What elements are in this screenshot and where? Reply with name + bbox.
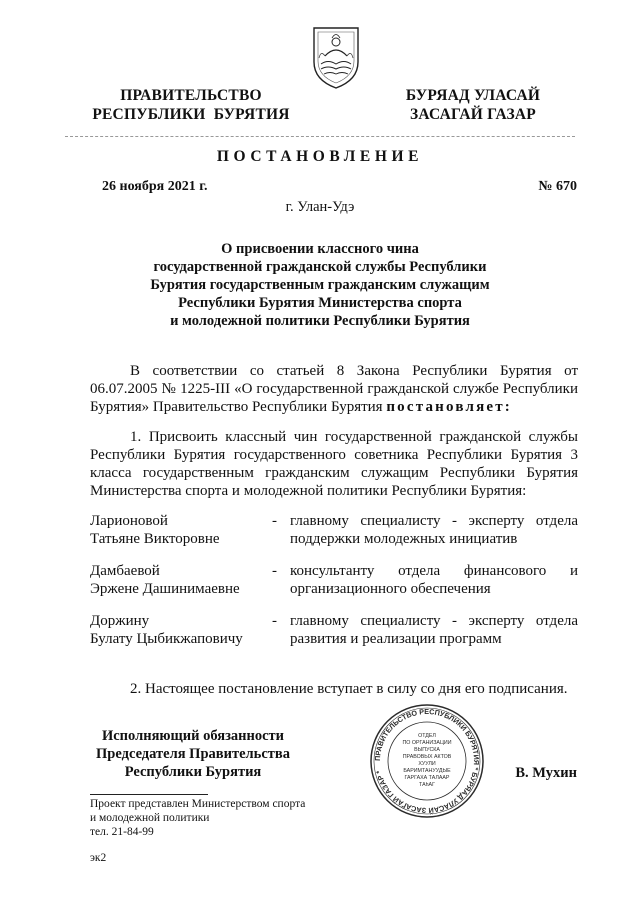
seal-center-text: БАРИМТАНУУДЫЕ bbox=[403, 768, 451, 774]
preamble-emphasis: постановляет: bbox=[386, 399, 513, 415]
footer-rule bbox=[90, 794, 208, 795]
footer-note bbox=[90, 797, 305, 839]
signature-line: Председателя Правительства bbox=[96, 746, 290, 762]
person-surname: Дамбаевой bbox=[90, 563, 160, 579]
document-date: 26 ноября 2021 г. bbox=[102, 179, 208, 194]
header-left-line1: ПРАВИТЕЛЬСТВО bbox=[120, 87, 262, 104]
preamble-text: В соответствии со статьей 8 Закона Республики Бурятия от 06.07.2005 № 1225-III «О государственной гражданской службе Республики Бурятия» Правительство Республики Бурятия bbox=[90, 363, 578, 415]
subject-line: государственной гражданской службы Республики bbox=[153, 259, 487, 275]
person-given-name: Булату Цыбикжаповичу bbox=[90, 631, 243, 647]
signature-block bbox=[78, 727, 308, 781]
header-left bbox=[92, 86, 290, 124]
person-entry bbox=[90, 562, 578, 598]
header-right bbox=[388, 86, 558, 124]
item-1-text: 1. Присвоить классный чин государственной гражданской службы Республики Бурятия государственного советника Республики Бурятия 3 класса государственным гражданским служащим Республики Бурятия Министерства спорта и молодежной политики Республики Бурятия: bbox=[90, 429, 578, 499]
item-1 bbox=[90, 428, 578, 500]
seal-center-text: ПРАВОВЫХ АКТОВ bbox=[402, 754, 452, 760]
seal-center-text: ТАһАГ bbox=[419, 782, 435, 788]
person-name bbox=[90, 562, 270, 598]
person-entry bbox=[90, 612, 578, 648]
subject-line: и молодежной политики Республики Бурятия bbox=[170, 313, 470, 329]
seal-center-text: ПО ОРГАНИЗАЦИИ bbox=[402, 740, 452, 746]
document-city: г. Улан-Удэ bbox=[285, 199, 355, 215]
person-name bbox=[90, 612, 270, 648]
header-right-line2: ЗАСАГАЙ ГАЗАР bbox=[410, 106, 536, 123]
document-type: ПОСТАНОВЛЕНИЕ bbox=[216, 148, 424, 165]
person-name bbox=[90, 512, 270, 548]
seal-ring-text: ПРАВИТЕЛЬСТВО РЕСПУБЛИКИ БУРЯТИЯ * БУРЯАД УЛАСАЙ ЗАСАГАЙ ГАЗАР * bbox=[372, 706, 482, 816]
seal-center-text: ГАРГАХА ТАЛААР bbox=[404, 775, 450, 781]
signatory-name: В. Мухин bbox=[515, 765, 577, 781]
person-entry bbox=[90, 512, 578, 548]
footer-phone: тел. 21-84-99 bbox=[90, 826, 154, 838]
person-dash: - bbox=[272, 613, 277, 629]
person-given-name: Татьяне Викторовне bbox=[90, 531, 220, 547]
person-dash: - bbox=[272, 563, 277, 579]
person-surname: Ларионовой bbox=[90, 513, 168, 529]
person-position: консультанту отдела финансового и организационного обеспечения bbox=[290, 563, 578, 597]
item-2 bbox=[90, 680, 578, 698]
seal-center-text: ХУУЛИ bbox=[418, 761, 436, 767]
person-given-name: Эржене Дашинимаевне bbox=[90, 581, 240, 597]
subject-line: О присвоении классного чина bbox=[221, 241, 419, 257]
footer-line: и молодежной политики bbox=[90, 812, 210, 824]
header-separator bbox=[65, 136, 575, 137]
document-number: № 670 bbox=[538, 179, 577, 194]
person-dash: - bbox=[272, 513, 277, 529]
header-right-line1: БУРЯАД УЛАСАЙ bbox=[405, 87, 541, 104]
preamble bbox=[90, 362, 578, 416]
seal-center-text: ОТДЕЛ bbox=[418, 733, 436, 739]
person-position: главному специалисту - эксперту отдела развития и реализации программ bbox=[290, 613, 578, 647]
footer-line: Проект представлен Министерством спорта bbox=[90, 798, 306, 810]
footer-code: эк2 bbox=[90, 852, 107, 864]
official-seal-stamp bbox=[368, 702, 486, 820]
document-subject bbox=[120, 240, 520, 330]
subject-line: Бурятия государственным гражданским служащим bbox=[150, 277, 490, 293]
seal-center-text: ВЫПУСКА bbox=[414, 747, 440, 753]
subject-line: Республики Бурятия Министерства спорта bbox=[178, 295, 462, 311]
person-surname: Доржину bbox=[90, 613, 150, 629]
signature-line: Республики Бурятия bbox=[124, 764, 262, 780]
signature-line: Исполняющий обязанности bbox=[101, 728, 285, 744]
header-left-line2: РЕСПУБЛИКИ БУРЯТИЯ bbox=[92, 106, 290, 123]
person-position: главному специалисту - эксперту отдела поддержки молодежных инициатив bbox=[290, 513, 578, 547]
item-2-text: 2. Настоящее постановление вступает в силу со дня его подписания. bbox=[130, 681, 568, 697]
coat-of-arms-emblem bbox=[310, 26, 362, 90]
